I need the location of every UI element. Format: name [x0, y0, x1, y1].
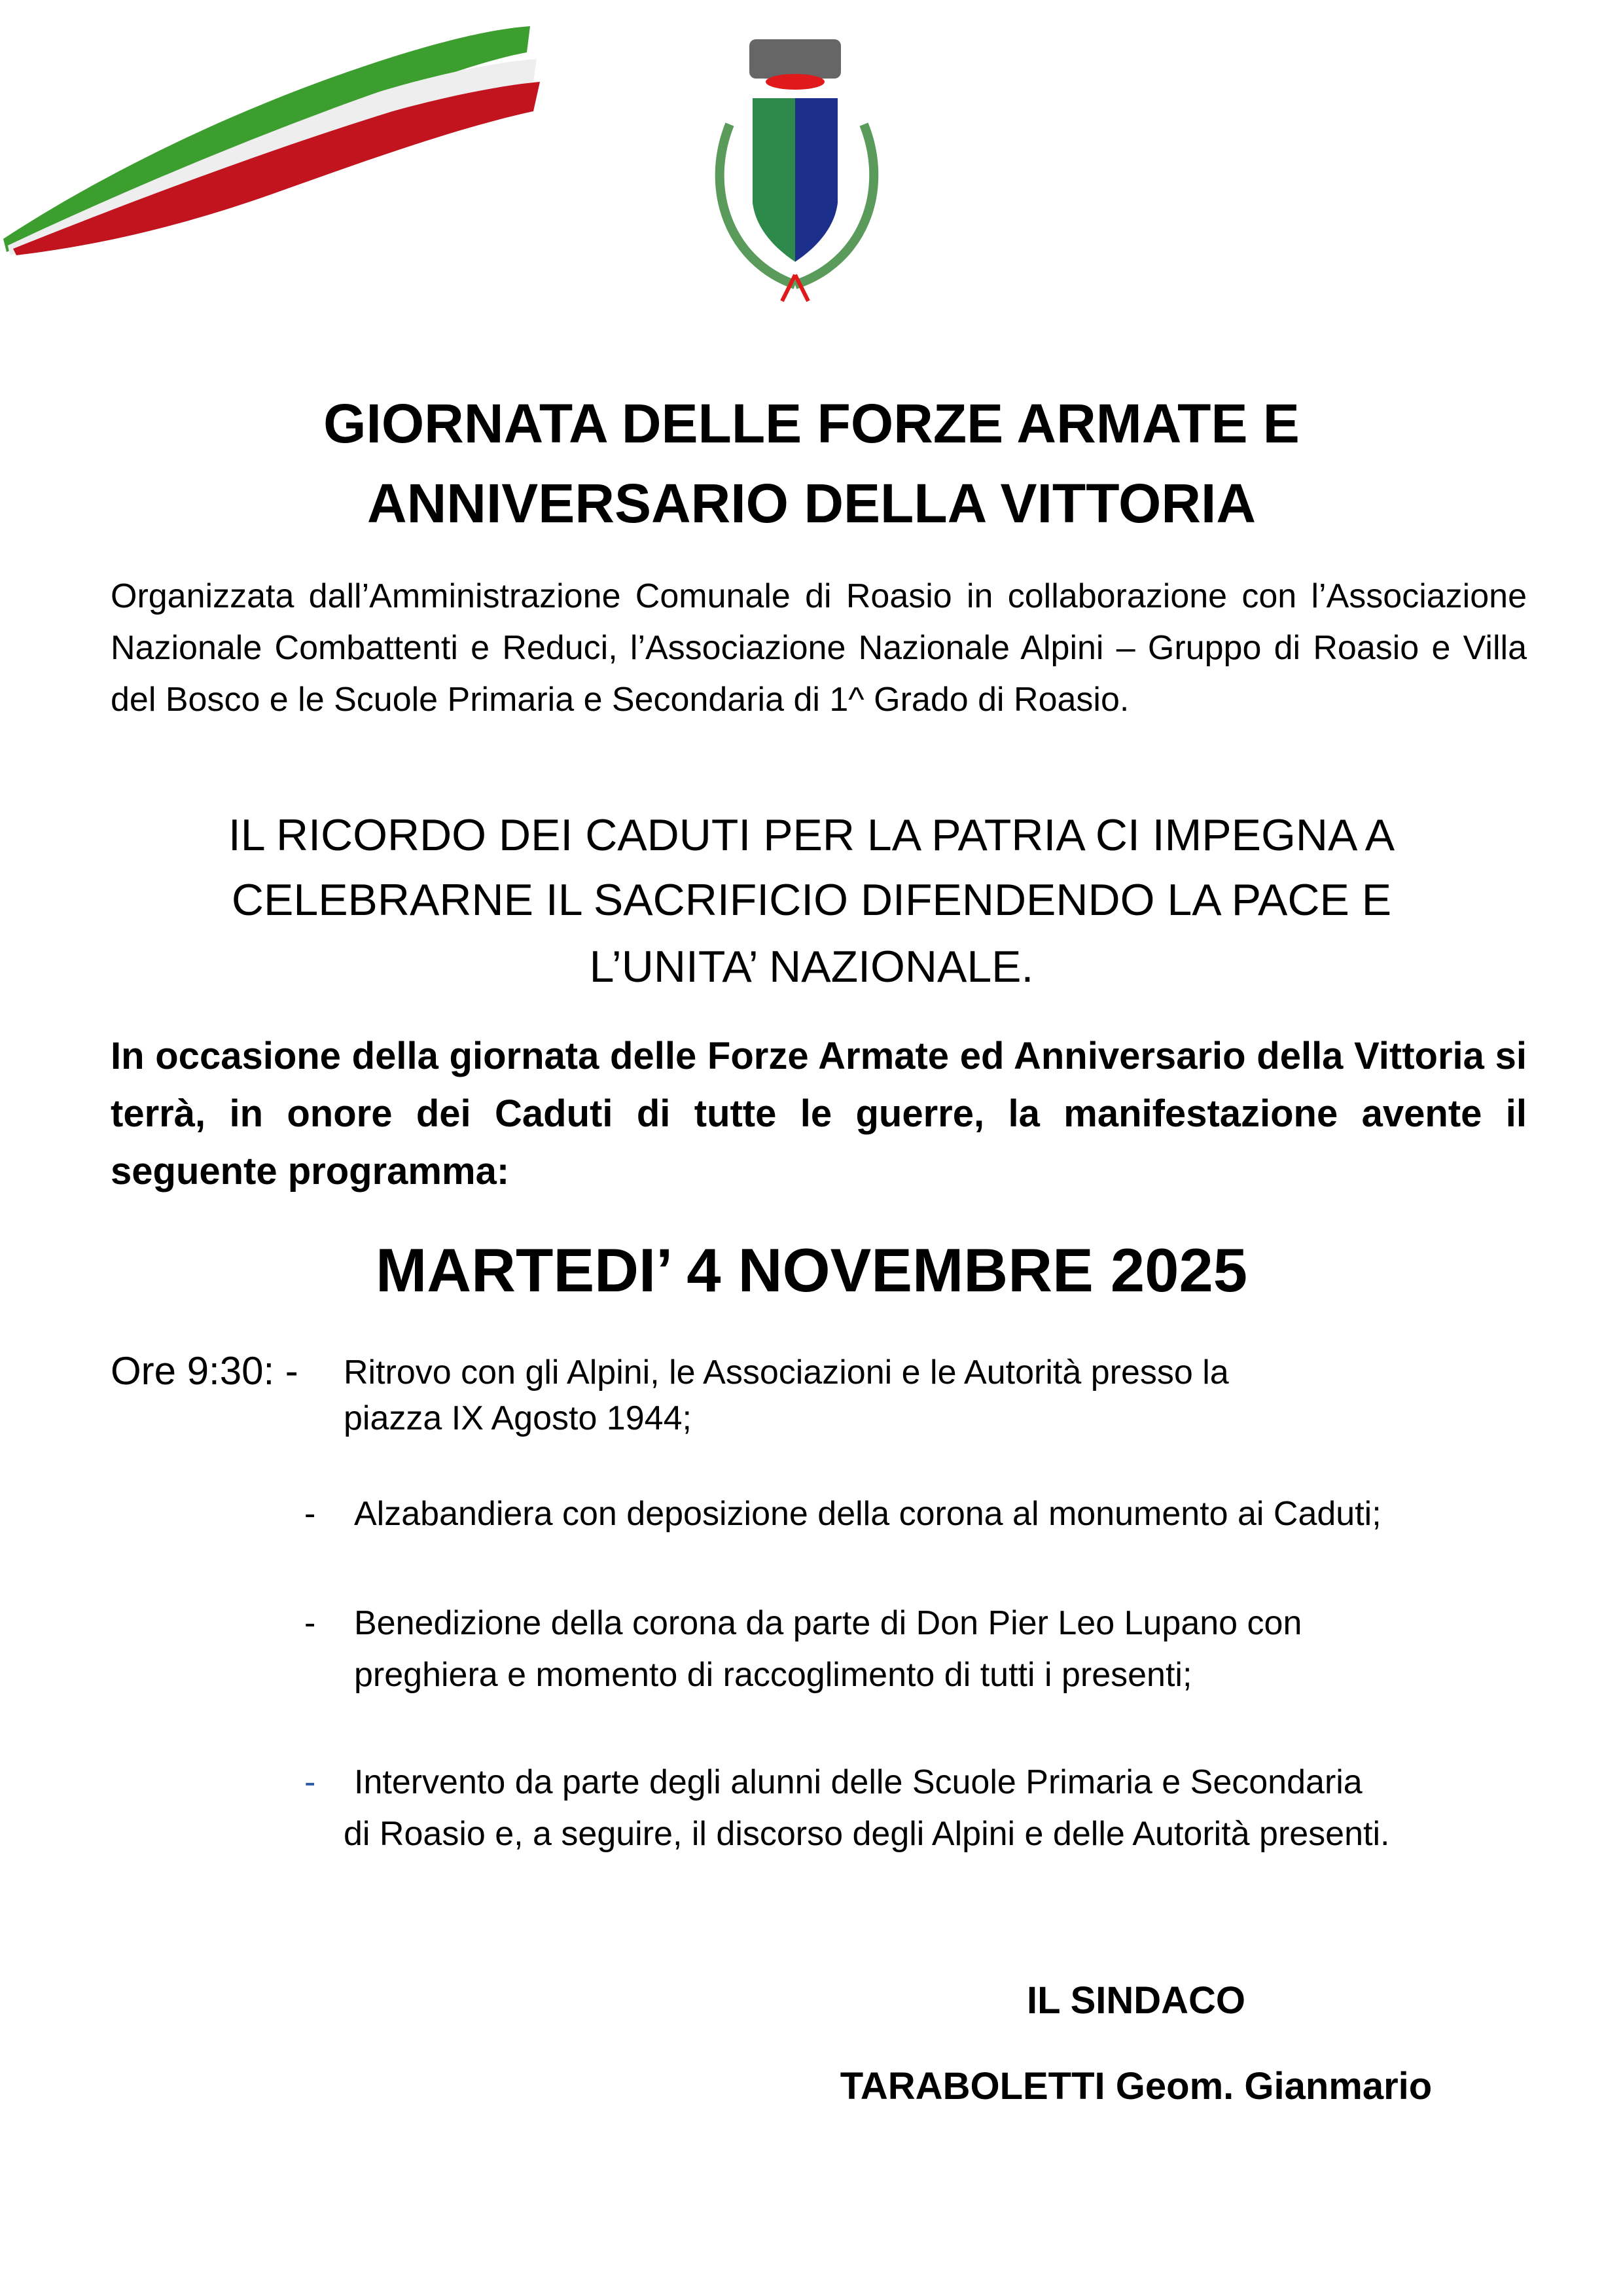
title-line-1: GIORNATA DELLE FORZE ARMATE E [323, 393, 1300, 454]
bullet-dash: - [304, 1763, 316, 1801]
bullet-dash: - [304, 1495, 316, 1533]
intro-paragraph: Organizzata dall’Amministrazione Comunale di Roasio in collaborazione con l’Associazione Nazionale Combattenti e Reduci, l’Associazione Nazionale Alpini – Gruppo di Roasio e Villa del Bosco e le Scuole Primaria e Secondaria di 1^ Grado di Roasio. [111, 577, 1527, 719]
motto-line-2: CELEBRARNE IL SACRIFICIO DIFENDENDO LA PACE E [231, 875, 1392, 925]
program-item-3-line-1: Benedizione della corona da parte di Don Pier Leo Lupano con [354, 1604, 1302, 1642]
tricolor-flag-logo [0, 13, 543, 255]
motto-line-3: L’UNITA’ NAZIONALE. [589, 942, 1034, 992]
program-item-4-line-1: Intervento da parte degli alunni delle Scuole Primaria e Secondaria [354, 1763, 1363, 1801]
announcement-paragraph: In occasione della giornata delle Forze Armate ed Anniversario della Vittoria si terrà, in onore dei Caduti di tutte le guerre, la manifestazione avente il seguente programma: [111, 1035, 1527, 1193]
program-item-3-line-2: preghiera e momento di raccoglimento di tutti i presenti; [354, 1656, 1192, 1694]
title-line-2: ANNIVERSARIO DELLA VITTORIA [366, 473, 1257, 534]
signature-name: TARABOLETTI Geom. Gianmario [840, 2065, 1433, 2108]
program-item-1-line-2: piazza IX Agosto 1944; [344, 1399, 692, 1437]
program-item-4-line-2: di Roasio e, a seguire, il discorso degli Alpini e delle Autorità presenti. [344, 1815, 1390, 1853]
program-item-1-line-1: Ritrovo con gli Alpini, le Associazioni e le Autorità presso la [344, 1354, 1229, 1391]
municipal-crest [690, 33, 903, 302]
motto-line-1: IL RICORDO DEI CADUTI PER LA PATRIA CI IMPEGNA A [228, 810, 1395, 860]
bullet-dash: - [304, 1604, 316, 1642]
event-date: MARTEDI’ 4 NOVEMBRE 2025 [375, 1236, 1248, 1304]
program-time: Ore 9:30: - [111, 1349, 298, 1393]
signature-role: IL SINDACO [1026, 1979, 1246, 2022]
program-item-2: Alzabandiera con deposizione della corona al monumento ai Caduti; [354, 1495, 1382, 1533]
